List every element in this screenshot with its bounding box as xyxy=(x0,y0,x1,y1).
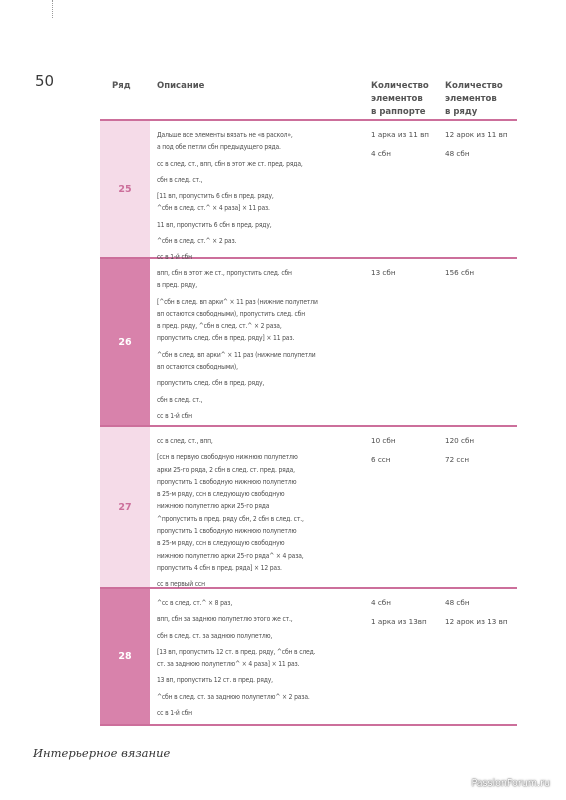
rapport-count: 4 сбн 1 арка из 13вп xyxy=(371,598,427,626)
row-total: 48 сбн 12 арок из 13 вп xyxy=(445,598,508,626)
header-row-count: Количество элементов в ряду xyxy=(445,81,503,117)
rapport-count: 1 арка из 11 вп 4 сбн xyxy=(371,130,429,158)
row-number: 28 xyxy=(100,589,150,724)
watermark: PassionForum.ru xyxy=(471,778,550,789)
table-row-27 xyxy=(100,427,517,589)
header-rapport-count: Количество элементов в раппорте xyxy=(371,81,429,117)
row-description: впп, сбн в этот же ст., пропустить след. сбн в пред. ряду, [^сбн в след. вп арки^ × 11 раз (нижние полупетли вп остаются свободными), пропустить след. сбн в пред. ряду, ^сбн в след. ст.^ × 2 раза, пропустить след. сбн в пред. ряду] × 11 раз. ^сбн в след. вп арки^ × 11 раз (нижние полупетли вп остаются свободными), пропустить след. сбн в пред. ряду, сбн в след. ст., сс в 1-й сбн xyxy=(157,269,318,420)
table-row-26 xyxy=(100,259,517,427)
rapport-count: 13 сбн xyxy=(371,268,396,277)
row-number: 25 xyxy=(100,121,150,257)
header-row: Ряд xyxy=(112,81,131,91)
row-total: 156 сбн xyxy=(445,268,475,277)
rapport-count: 10 сбн 6 ссн xyxy=(371,436,396,464)
table-header xyxy=(100,74,517,121)
footer-title: Интерьерное вязание xyxy=(33,746,171,760)
row-description: сс в след. ст., впп, [ссн в первую свободную нижнюю полупетлю арки 25-го ряда, 2 сбн в след. ст. пред. ряда, пропустить 1 свободную нижнюю полупетлю в 25-м ряду, ссн в следующую свободную нижнюю полупетлю арки 25-го ряда ^пропустить в пред. ряду сбн, 2 сбн в след. ст., пропустить 1 свободную нижнюю полупетлю в 25-м ряду, ссн в следующую свободную нижнюю полупетлю арки 25-го ряда^ × 4 раза, пропустить 4 сбн в пред. ряда] × 12 раз. сс в первый ссн xyxy=(157,437,304,589)
row-total: 12 арок из 11 вп 48 сбн xyxy=(445,130,508,158)
row-number: 27 xyxy=(100,427,150,587)
table-row-25 xyxy=(100,121,517,262)
header-description: Описание xyxy=(157,81,205,91)
page-number: 50 xyxy=(35,72,55,90)
row-description: Дальше все элементы вязать не «в раскол», а под обе петли сбн предыдущего ряда. сс в след. ст., впп, сбн в этот же ст. пред. ряда, сбн в след. ст., [11 вп, пропустить 6 сбн в пред. ряду, ^сбн в след. ст.^ × 4 раза] × 11 раз. 11 вп, пропустить 6 сбн в пред. ряду, ^сбн в след. ст.^ × 2 раз. сс в 1-й сбн xyxy=(157,131,303,262)
pattern-table xyxy=(100,74,517,726)
corner-dotted-line xyxy=(52,0,53,18)
row-number: 26 xyxy=(100,259,150,425)
row-description: ^сс в след. ст.^ × 8 раз, впп, сбн за заднюю полупетлю этого же ст., сбн в след. ст. за заднюю полупетлю, [13 вп, пропустить 12 ст. в пред. ряду, ^сбн в след. ст. за заднюю полупетлю^ × 4 раза] × 11 раз. 13 вп, пропустить 12 ст. в пред. ряду, ^сбн в след. ст. за заднюю полупетлю^ × 2 раза. сс в 1-й сбн xyxy=(157,599,316,718)
table-row-28 xyxy=(100,589,517,726)
row-total: 120 сбн 72 ссн xyxy=(445,436,475,464)
